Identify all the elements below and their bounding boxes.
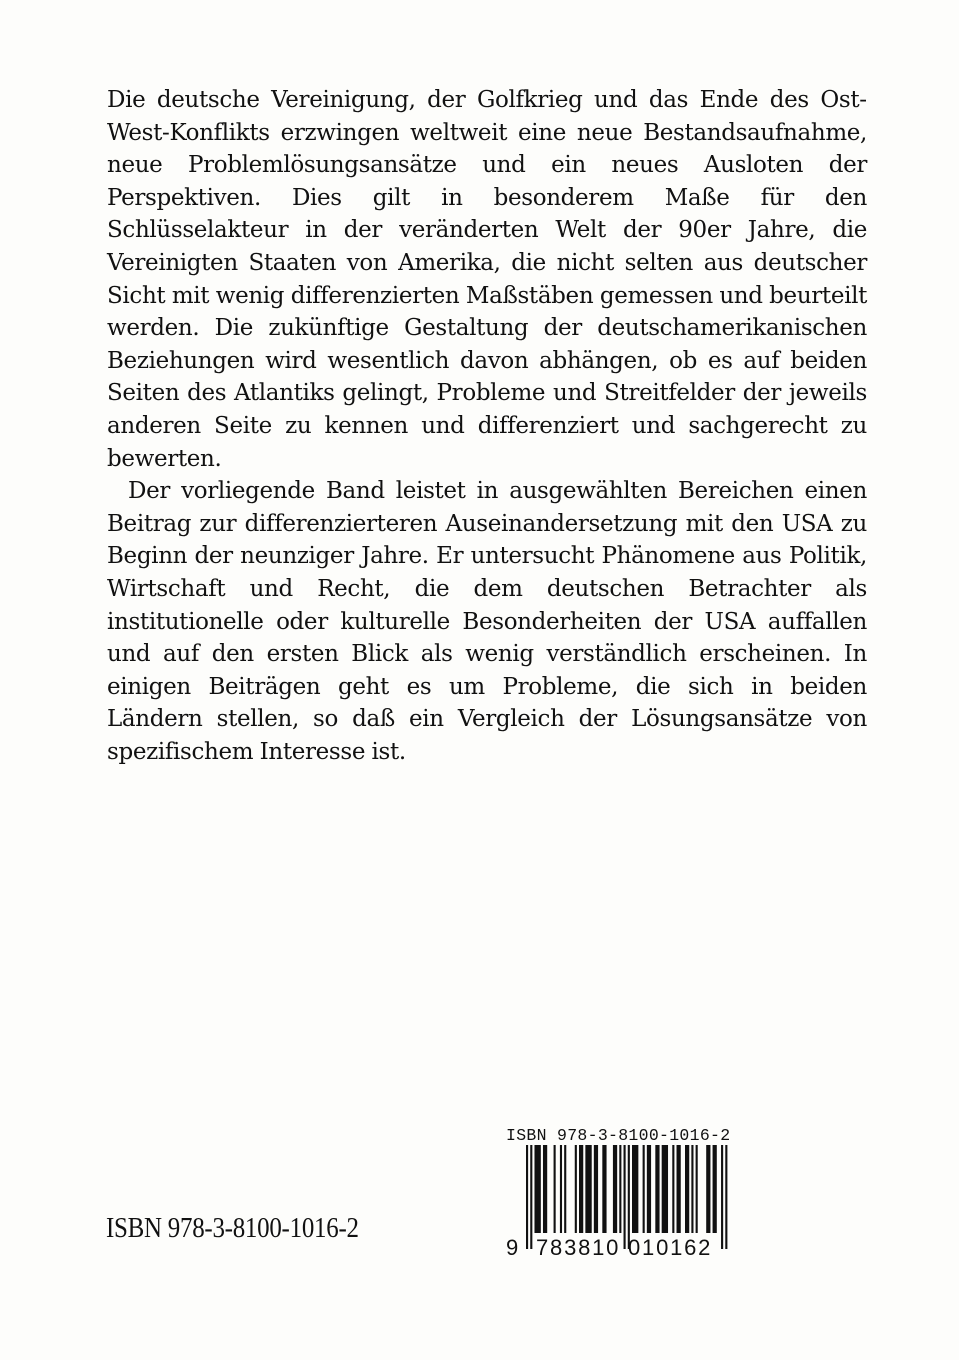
barcode-bar bbox=[564, 1145, 566, 1233]
barcode-bar bbox=[706, 1145, 710, 1233]
barcode-bar bbox=[602, 1145, 606, 1233]
description-paragraph-2: Der vorliegende Band leistet in ausgewählten Bereichen einen Beitrag zur differenzierteren Auseinandersetzung mit den USA zu Beginn der neunziger Jahre. Er untersucht Phänomene aus Politik, Wirtschaft und Recht, die dem deutschen Betrachter als institutionelle oder kulturelle Besonderheiten der USA auffallen und auf den ersten Blick als wenig verständlich erscheinen. In einigen Beiträgen geht es um Probleme, die sich in beiden Ländern stellen, so daß ein Vergleich der Lösungsansätze von spezifischem Interesse ist. bbox=[107, 478, 867, 765]
barcode-first-digit: 9 bbox=[506, 1235, 519, 1260]
barcode-guard-bar bbox=[628, 1145, 630, 1249]
barcode-bar bbox=[575, 1145, 577, 1233]
barcode-digit-group-2: 010162 bbox=[628, 1235, 713, 1260]
barcode-bar bbox=[543, 1145, 547, 1233]
barcode-bar bbox=[643, 1145, 645, 1233]
barcode-bar bbox=[696, 1145, 698, 1233]
barcode-guard-bar bbox=[721, 1145, 723, 1249]
barcode bbox=[500, 1125, 756, 1265]
description-paragraph-1: Die deutsche Vereinigung, der Golfkrieg und das Ende des OstWest-Konflikts erzwingen weltweit eine neue Bestandsaufnahme, neue Problemlösungsansätze und ein neues Ausloten der Perspektiven. Dies gilt in besonderem Maße für den Schlüsselakteur in der veränderten Welt der 90er Jahre, die Vereinigten Staaten von Amerika, die nicht selten aus deutscher Sicht mit wenig differenzierten Maßstäben gemessen und beurteilt werden. Die zukünftige Gestaltung der deutschamerikanischen Beziehungen wird wesentlich davon abhängen, ob es auf beiden Seiten des Atlantiks gelingt, Probleme und Streitfelder der jeweils anderen Seite zu kennen und differenziert und sachgerecht zu bewerten. bbox=[107, 87, 867, 472]
barcode-bar bbox=[585, 1145, 591, 1233]
barcode-digit-group-1: 783810 bbox=[536, 1235, 621, 1260]
barcode-bar bbox=[691, 1145, 693, 1233]
barcode-bar bbox=[672, 1145, 674, 1233]
barcode-bar bbox=[560, 1145, 562, 1233]
barcode-bar bbox=[594, 1145, 598, 1233]
barcode-bar bbox=[534, 1145, 540, 1233]
barcode-bar bbox=[662, 1145, 668, 1233]
barcode-bar bbox=[685, 1145, 689, 1233]
barcode-bar bbox=[677, 1145, 681, 1233]
barcode-bar bbox=[647, 1145, 651, 1233]
barcode-bar bbox=[579, 1145, 583, 1233]
barcode-bar bbox=[655, 1145, 659, 1233]
barcode-bar bbox=[713, 1145, 717, 1233]
back-cover-description bbox=[107, 84, 867, 768]
barcode-bar bbox=[632, 1145, 638, 1233]
barcode-guard-bar bbox=[624, 1145, 626, 1249]
isbn-label: ISBN 978-3-8100-1016-2 bbox=[106, 1212, 359, 1244]
barcode-guard-bar bbox=[530, 1145, 532, 1249]
barcode-isbn-label: ISBN 978-3-8100-1016-2 bbox=[506, 1126, 731, 1145]
barcode-bar bbox=[619, 1145, 621, 1233]
barcode-guard-bar bbox=[526, 1145, 528, 1249]
barcode-guard-bar bbox=[725, 1145, 727, 1249]
barcode-bar bbox=[613, 1145, 617, 1233]
barcode-bar bbox=[554, 1145, 556, 1233]
